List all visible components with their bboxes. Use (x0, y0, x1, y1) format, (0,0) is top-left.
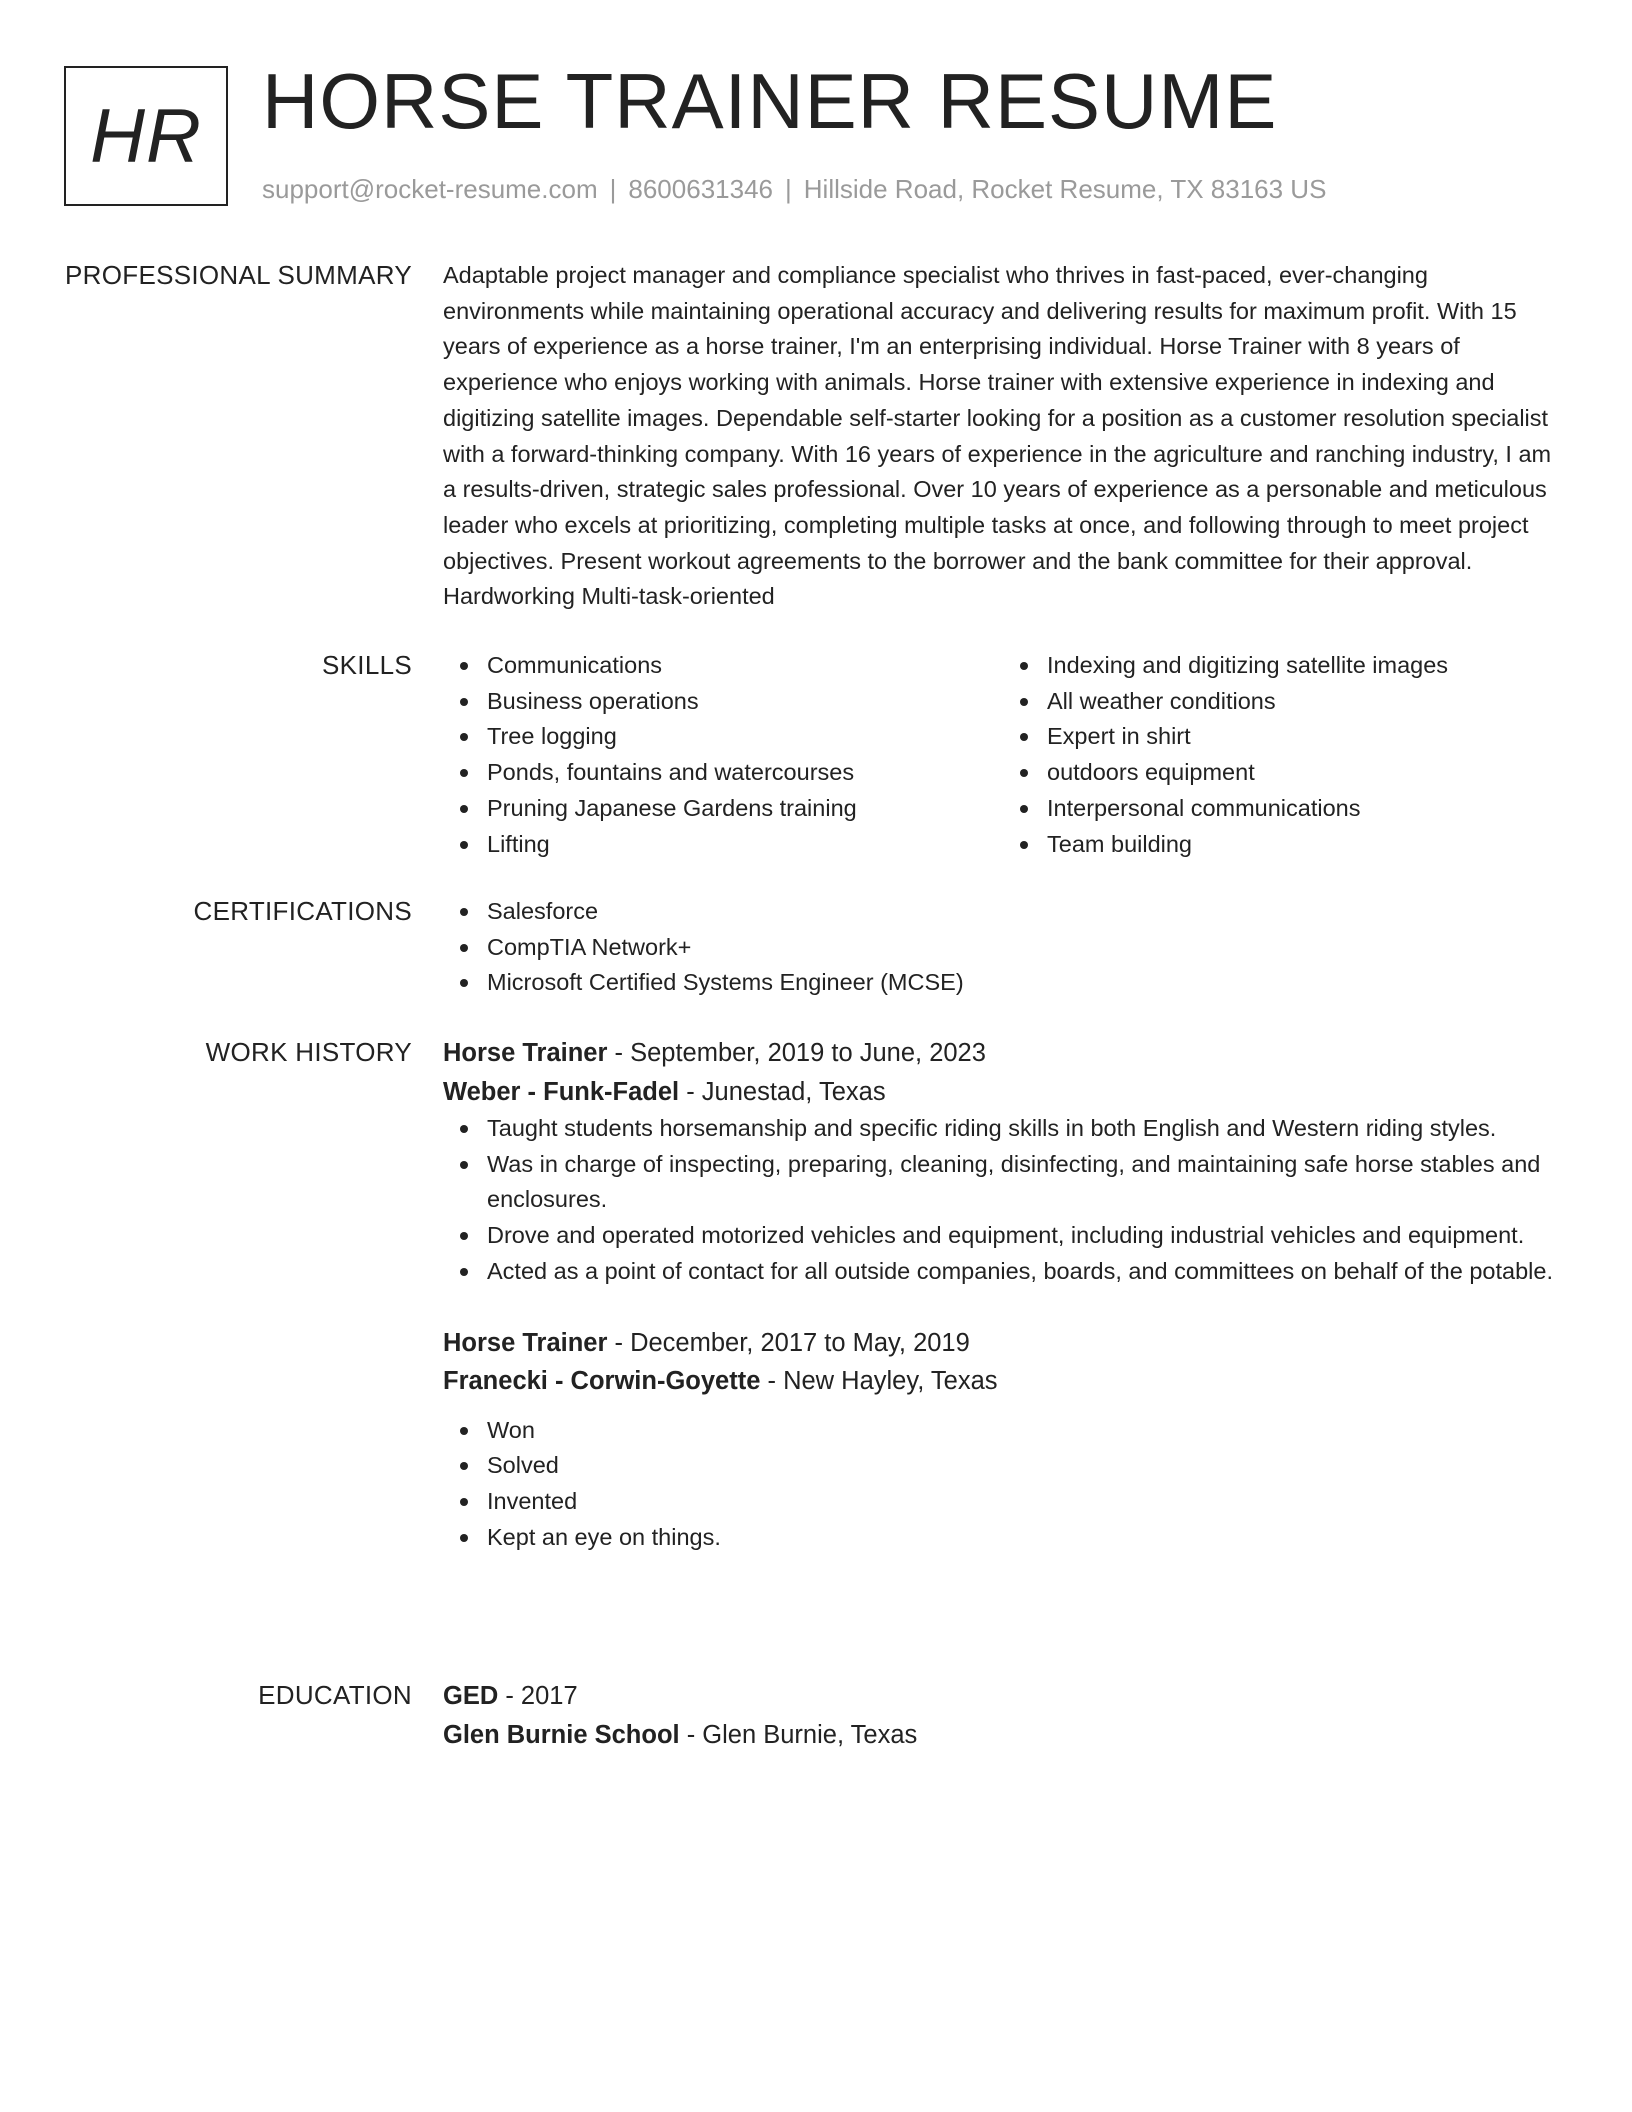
job-location: - Junestad, Texas (679, 1077, 886, 1106)
job-company-line (443, 1073, 1563, 1112)
job-entry (443, 1034, 1563, 1290)
education-degree-line (443, 1677, 1563, 1716)
section-label-work-history: WORK HISTORY (205, 1037, 412, 1067)
job-duties-list (443, 1111, 1563, 1290)
job-duty-item: Acted as a point of contact for all outside companies, boards, and committees on behalf of the potable. (487, 1254, 1563, 1290)
contact-phone[interactable]: 8600631346 (628, 174, 773, 204)
education-location: - Glen Burnie, Texas (679, 1720, 918, 1749)
contact-separator: | (609, 174, 617, 204)
skill-item: Expert in shirt (1047, 719, 1563, 755)
job-company: Weber - Funk-Fadel (443, 1077, 680, 1106)
contact-separator: | (785, 174, 792, 204)
section-label-certifications: CERTIFICATIONS (193, 896, 412, 926)
certification-item: Salesforce (487, 894, 1563, 930)
section-label-summary: PROFESSIONAL SUMMARY (65, 260, 412, 290)
contact-address: Hillside Road, Rocket Resume, TX 83163 US (803, 174, 1327, 204)
job-duty-item: Taught students horsemanship and specific riding skills in both English and Western riding styles. (487, 1111, 1563, 1147)
education-degree: GED (443, 1682, 499, 1710)
resume-title: HORSE TRAINER RESUME (262, 57, 1278, 145)
skill-item: outdoors equipment (1047, 755, 1563, 791)
certifications-body (443, 894, 1563, 1001)
education-year: - 2017 (498, 1682, 578, 1710)
contact-line (262, 174, 1326, 205)
job-duty-item: Drove and operated motorized vehicles and equipment, including industrial vehicles and equipment. (487, 1218, 1563, 1254)
education-school-line (443, 1716, 1563, 1755)
job-title-line (443, 1034, 1563, 1073)
education-school: Glen Burnie School (443, 1720, 680, 1749)
skills-list-right (1003, 648, 1563, 862)
skill-item: Communications (487, 648, 1003, 684)
job-title: Horse Trainer (443, 1039, 608, 1067)
job-duties-list (443, 1413, 1563, 1556)
job-duty-item: Was in charge of inspecting, preparing, cleaning, disinfecting, and maintaining safe horse stables and enclosures. (487, 1147, 1563, 1218)
job-location: - New Hayley, Texas (760, 1367, 998, 1396)
job-dates: - December, 2017 to May, 2019 (607, 1328, 970, 1357)
certification-item: Microsoft Certified Systems Engineer (MCSE) (487, 965, 1563, 1001)
monogram-logo (64, 66, 228, 206)
job-title: Horse Trainer (443, 1328, 608, 1357)
certifications-list (443, 894, 1563, 1001)
education-body (443, 1677, 1563, 1754)
summary-text: Adaptable project manager and compliance specialist who thrives in fast-paced, ever-changing environments while maintaining operational accuracy and delivering results for maximum profit. With 15 years of experience as a horse trainer, I'm an enterprising individual. Horse Trainer with 8 years of experience who enjoys working with animals. Horse trainer with extensive experience in indexing and digitizing satellite images. Dependable self-starter looking for a position as a customer resolution specialist with a forward-thinking company. With 16 years of experience in the agriculture and ranching industry, I am a results-driven, strategic sales professional. Over 10 years of experience as a personable and meticulous leader who excels at prioritizing, completing multiple tasks at once, and following through to meet project objectives. Present workout agreements to the borrower and the bank committee for their approval. Hardworking Multi-task-oriented (443, 262, 1552, 610)
contact-email[interactable]: support@rocket-resume.com (262, 174, 598, 204)
skill-item: Interpersonal communications (1047, 791, 1563, 827)
job-duty-item: Kept an eye on things. (487, 1520, 1563, 1556)
skill-item: Team building (1047, 827, 1563, 863)
job-dates: - September, 2019 to June, 2023 (607, 1039, 986, 1067)
skill-item: Business operations (487, 684, 1003, 720)
skill-item: Lifting (487, 827, 1003, 863)
skill-item: Indexing and digitizing satellite images (1047, 648, 1563, 684)
job-company-line (443, 1362, 1563, 1401)
job-company: Franecki - Corwin-Goyette (443, 1367, 761, 1396)
job-duty-item: Won (487, 1413, 1563, 1449)
job-duty-item: Solved (487, 1448, 1563, 1484)
skill-item: Tree logging (487, 719, 1003, 755)
monogram-text: HR (90, 93, 202, 179)
skill-item: Pruning Japanese Gardens training (487, 791, 1003, 827)
job-title-line (443, 1324, 1563, 1363)
job-entry (443, 1324, 1563, 1556)
skill-item: Ponds, fountains and watercourses (487, 755, 1003, 791)
work-history-body (443, 1034, 1563, 1555)
certification-item: CompTIA Network+ (487, 930, 1563, 966)
skills-body (443, 648, 1563, 862)
section-label-education: EDUCATION (258, 1680, 412, 1710)
skills-list-left (443, 648, 1003, 862)
summary-body (443, 258, 1563, 615)
skill-item: All weather conditions (1047, 684, 1563, 720)
section-label-skills: SKILLS (322, 650, 412, 680)
job-duty-item: Invented (487, 1484, 1563, 1520)
